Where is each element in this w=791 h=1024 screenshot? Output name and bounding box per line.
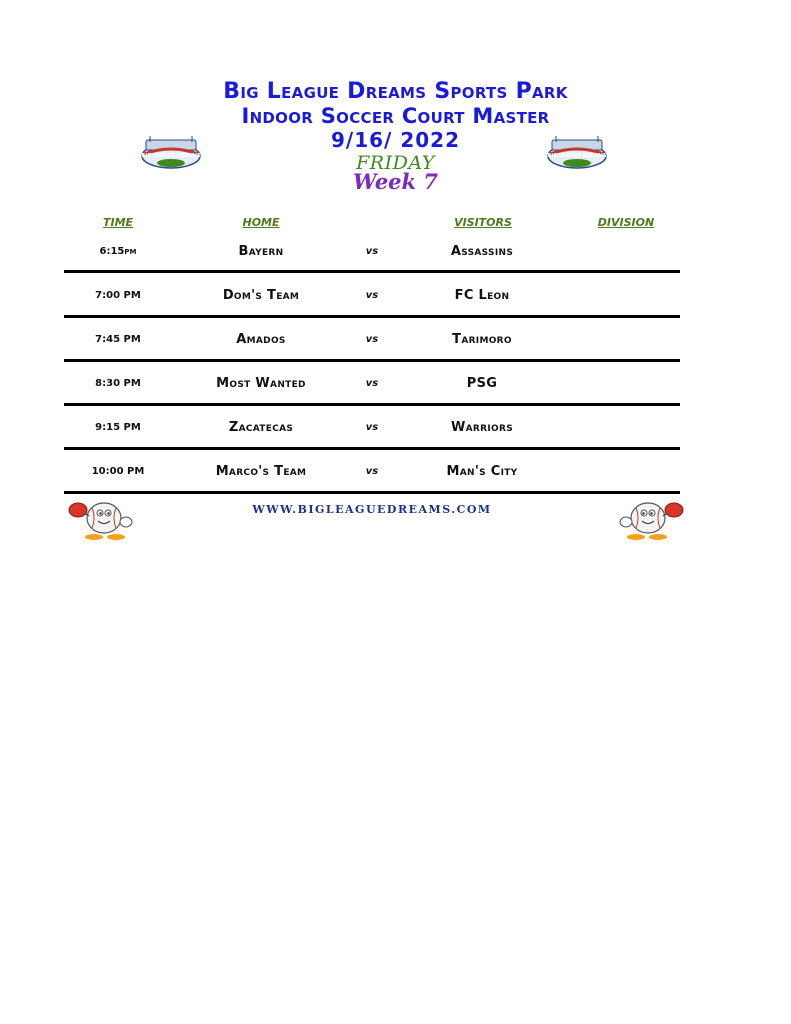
vs-label: vs xyxy=(365,378,379,389)
stadium-logo-icon xyxy=(140,134,202,170)
stadium-logo-icon xyxy=(546,134,608,170)
home-team: Bayern xyxy=(238,244,284,259)
game-time: 6:15pm xyxy=(99,246,137,257)
row-divider xyxy=(64,403,680,406)
row-divider xyxy=(64,270,680,273)
game-time: 8:30 PM xyxy=(95,378,141,389)
website-url: WWW.BIGLEAGUEDREAMS.COM xyxy=(252,503,492,516)
schedule-title: Indoor Soccer Court Master xyxy=(241,104,550,128)
row-divider xyxy=(64,315,680,318)
column-header-visitors: VISITORS xyxy=(454,216,512,229)
visiting-team: PSG xyxy=(466,376,498,391)
vs-label: vs xyxy=(365,290,379,301)
home-team: Most Wanted xyxy=(216,376,306,391)
visiting-team: Man's City xyxy=(446,464,518,479)
baseball-mascot-icon xyxy=(612,496,688,542)
game-row xyxy=(64,288,680,332)
home-team: Zacatecas xyxy=(228,420,294,435)
schedule-date: 9/16/ 2022 xyxy=(331,128,460,152)
game-row xyxy=(64,420,680,464)
column-header-home: HOME xyxy=(242,216,280,229)
vs-label: vs xyxy=(365,466,379,477)
row-divider xyxy=(64,359,680,362)
game-row xyxy=(64,376,680,420)
game-row xyxy=(64,464,680,508)
game-time: 9:15 PM xyxy=(95,422,141,433)
vs-label: vs xyxy=(365,334,379,345)
column-header-time: TIME xyxy=(102,216,134,229)
home-team: Dom's Team xyxy=(222,288,300,303)
visiting-team: Warriors xyxy=(451,420,513,435)
row-divider xyxy=(64,447,680,450)
visiting-team: Tarimoro xyxy=(452,332,512,347)
park-name: Big League Dreams Sports Park xyxy=(223,79,568,104)
home-team: Marco's Team xyxy=(215,464,307,479)
column-header-division: DIVISION xyxy=(597,216,655,229)
svg-text:BIG LEAGUE DREAMS: BIG LEAGUE DREAMS xyxy=(547,153,607,159)
visiting-team: Assassins xyxy=(450,244,514,259)
schedule-week: Week 7 xyxy=(352,169,439,194)
game-row xyxy=(64,244,680,288)
vs-label: vs xyxy=(365,422,379,433)
schedule-day: FRIDAY xyxy=(356,152,435,174)
game-time: 10:00 PM xyxy=(91,466,145,477)
game-row xyxy=(64,332,680,376)
game-time: 7:45 PM xyxy=(95,334,141,345)
baseball-mascot-icon xyxy=(64,496,140,542)
visiting-team: FC Leon xyxy=(454,288,510,303)
row-divider xyxy=(64,491,680,494)
home-team: Amados xyxy=(236,332,286,347)
vs-label: vs xyxy=(365,246,379,257)
svg-text:BIG LEAGUE DREAMS: BIG LEAGUE DREAMS xyxy=(141,153,201,159)
game-time: 7:00 PM xyxy=(95,290,141,301)
schedule-header xyxy=(0,80,791,192)
